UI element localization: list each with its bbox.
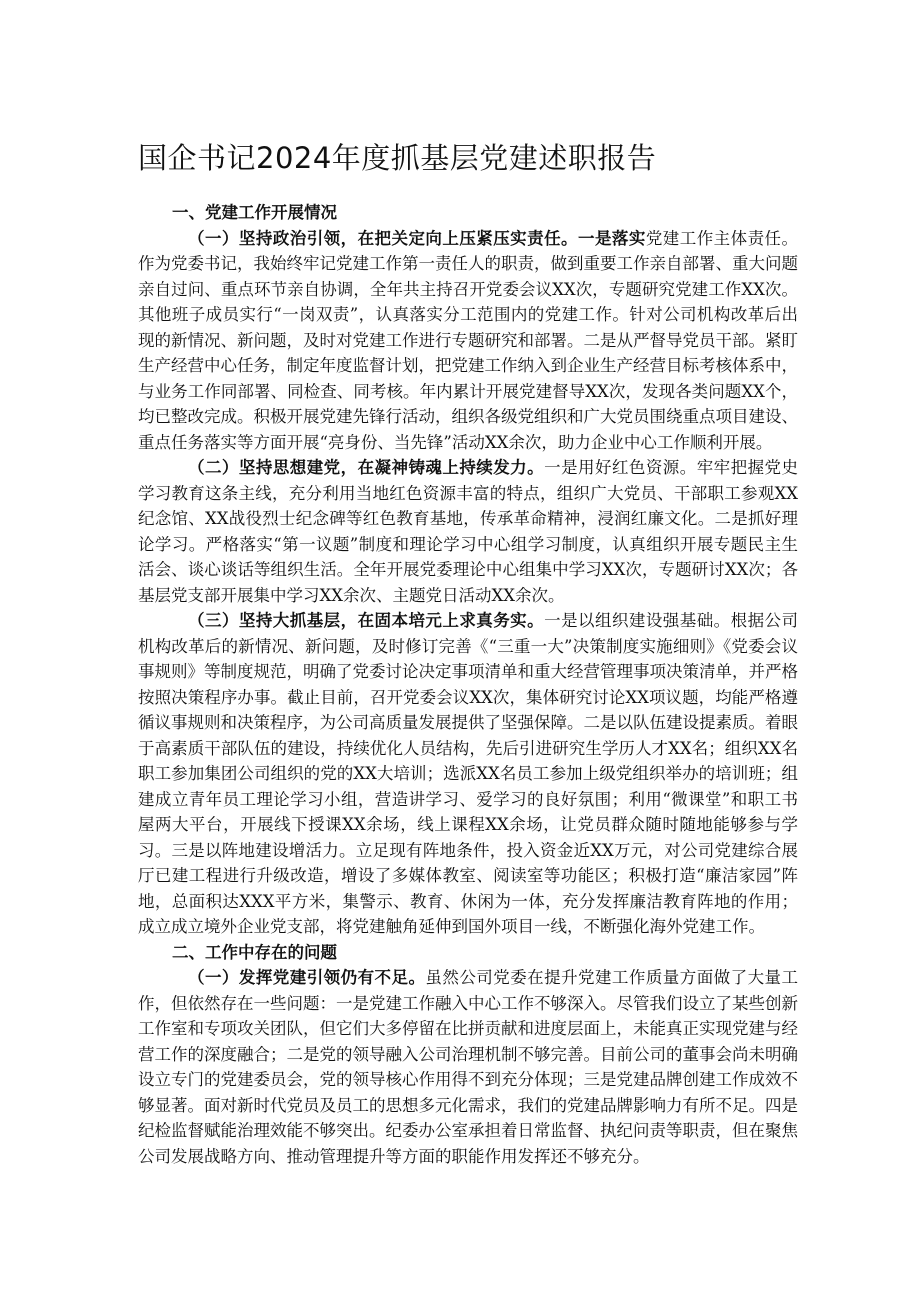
paragraph-body: 虽然公司党委在提升党建工作质量方面做了大量工作，但依然存在一些问题：一是党建工作融入中心工作不够深入。尽管我们设立了某些创新工作室和专项攻关团队，但它们大多停留在比拼贡献和进度层面上，未能真正实现党建与经营工作的深度融合；二是党的领导融入公司治理机制不够完善。目前公司的董事会尚未明确设立专门的党建委员会，党的领导核心作用得不到充分体现；三是党建品牌创建工作成效不够显著。面对新时代党员及员工的思想多元化需求，我们的党建品牌影响力有所不足。四是纪检监督赋能治理效能不够突出。纪委办公室承担着日常监督、执纪问责等职责，但在聚焦公司发展战略方向、推动管理提升等方面的职能作用发挥还不够充分。: [138, 968, 799, 1166]
section-heading-1: 一、党建工作开展情况: [172, 203, 337, 222]
paragraph-body: 一是以组织建设强基础。根据公司机构改革后的新情况、新问题，及时修订完善《“三重一大”决策制度实施细则》《党委会议事规则》等制度规范，明确了党委讨论决定事项清单和重大经营管理事项决策清单，并严格按照决策程序办事。截止目前，召开党委会议XX次，集体研究讨论XX项议题，均能严格遵循议事规则和决策程序，为公司高质量发展提供了坚强保障。二是以队伍建设提素质。着眼于高素质干部队伍的建设，持续优化人员结构，先后引进研究生学历人才XX名；组织XX名职工参加集团公司组织的党的XX大培训；选派XX名员工参加上级党组织举办的培训班；组建成立青年员工理论学习小组，营造讲学习、爱学习的良好氛围；利用“微课堂”和职工书屋两大平台，开展线下授课XX余场，线上课程XX余场，让党员群众随时随地能够参与学习。三是以阵地建设增活力。立足现有阵地条件，投入资金近XX万元，对公司党建综合展厅已建工程进行升级改造，增设了多媒体教室、阅读室等功能区；积极打造“廉洁家园”阵地，总面积达XXX平方米，集警示、教育、休闲为一体，充分发挥廉洁教育阵地的作用；成立成立境外企业党支部，将党建触角延伸到国外项目一线，不断强化海外党建工作。: [138, 611, 799, 936]
paragraph-1-1: [138, 226, 798, 456]
paragraph-lead: （二）坚持思想建党，在凝神铸魂上持续发力。: [188, 458, 545, 477]
document-page: [138, 138, 798, 1169]
paragraph-lead: （一）坚持政治引领，在把关定向上压紧压实责任。一是落实: [188, 228, 646, 248]
paragraph-body: 一是用好红色资源。牢牢把握党史学习教育这条主线，充分利用当地红色资源丰富的特点，组织广大党员、干部职工参观XX纪念馆、XX战役烈士纪念碑等红色教育基地，传承革命精神，浸润红廉文化。二是抓好理论学习。严格落实“第一议题”制度和理论学习中心组学习制度，认真组织开展专题民主生活会、谈心谈话等组织生活。全年开展党委理论中心组集中学习XX次，专题研讨XX次；各基层党支部开展集中学习XX余次、主题党日活动XX余次。: [138, 458, 799, 605]
paragraph-2-1: [138, 965, 798, 1169]
document-title: 国企书记2024年度抓基层党建述职报告: [138, 141, 657, 175]
paragraph-body: 党建工作主体责任。作为党委书记，我始终牢记党建工作第一责任人的职责，做到重要工作亲自部署、重大问题亲自过问、重点环节亲自协调，全年共主持召开党委会议XX次，专题研究党建工作XX次。其他班子成员实行“一岗双责”，认真落实分工范围内的党建工作。针对公司机构改革后出现的新情况、新问题，及时对党建工作进行专题研究和部署。二是从严督导党员干部。紧盯生产经营中心任务，制定年度监督计划，把党建工作纳入到企业生产经营目标考核体系中，与业务工作同部署、同检查、同考核。年内累计开展党建督导XX次，发现各类问题XX个，均已整改完成。积极开展党建先锋行活动，组织各级党组织和广大党员围绕重点项目建设、重点任务落实等方面开展“亮身份、当先锋”活动XX余次，助力企业中心工作顺利开展。: [138, 228, 799, 452]
paragraph-lead: （三）坚持大抓基层，在固本培元上求真务实。: [188, 611, 545, 630]
paragraph-1-2: [138, 455, 798, 608]
paragraph-1-3: [138, 608, 798, 940]
paragraph-lead: （一）发挥党建引领仍有不足。: [188, 968, 426, 987]
section-heading-2: 二、工作中存在的问题: [172, 942, 337, 962]
